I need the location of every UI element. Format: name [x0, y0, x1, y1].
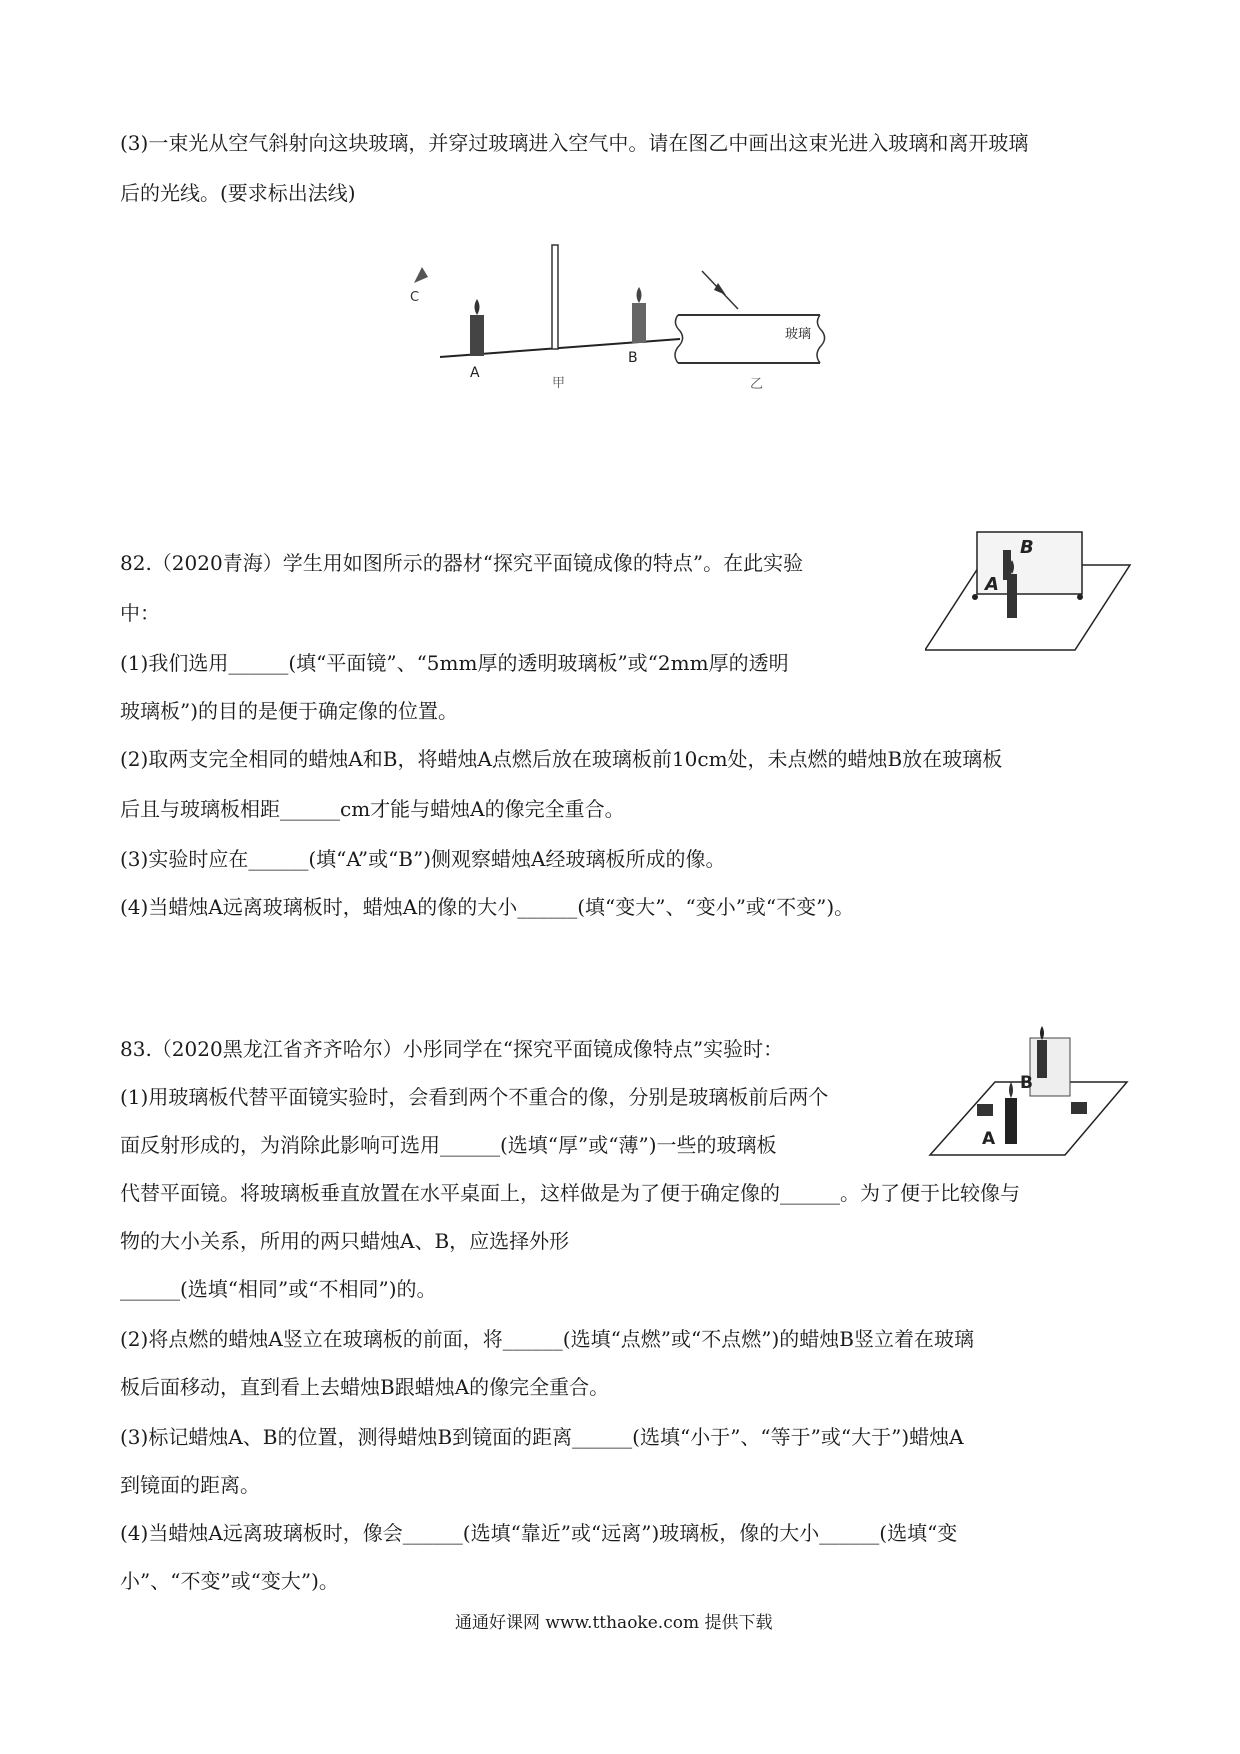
q81-part3-line1: (3)一束光从空气斜射向这块玻璃，并穿过玻璃进入空气中。请在图乙中画出这束光进入玻璃和离开玻璃 — [120, 131, 1029, 155]
support-right — [1077, 594, 1083, 600]
q83-line7: (2)将点燃的蜡烛A竖立在玻璃板的前面，将______(选填“点燃”或“不点燃”)的蜡烛B竖立着在玻璃 — [120, 1327, 974, 1351]
label-b: B — [1020, 1073, 1033, 1093]
q83-line4: 代替平面镜。将玻璃板垂直放置在水平桌面上，这样做是为了便于确定像的______。为了便于比较像与 — [120, 1181, 1020, 1205]
q83-line12: 小”、“不变”或“变大”)。 — [120, 1569, 339, 1593]
candle-a — [470, 315, 484, 356]
figure-q81-candle-and-glass — [400, 235, 860, 400]
q82-line2: 中： — [120, 601, 160, 625]
q83-line5: 物的大小关系，所用的两只蜡烛A、B，应选择外形 — [120, 1229, 570, 1253]
q82-line5: (2)取两支完全相同的蜡烛A和B，将蜡烛A点燃后放在玻璃板前10cm处，未点燃的蜡烛B放在玻璃板 — [120, 747, 1003, 771]
figure-q82-glass-plate — [925, 530, 1135, 655]
q83-line8: 板后面移动，直到看上去蜡烛B跟蜡烛A的像完全重合。 — [120, 1375, 610, 1399]
label-glass: 玻璃 — [785, 327, 812, 342]
flame-b — [637, 287, 642, 303]
q83-line2: (1)用玻璃板代替平面镜实验时，会看到两个不重合的像，分别是玻璃板前后两个 — [120, 1085, 829, 1109]
q83-line9: (3)标记蜡烛A、B的位置，测得蜡烛B到镜面的距离______(选填“小于”、“等于”或“大于”)蜡烛A — [120, 1425, 964, 1449]
q82-line3: (1)我们选用______(填“平面镜”、“5mm厚的透明玻璃板”或“2mm厚的透明 — [120, 651, 789, 675]
q83-line11: (4)当蜡烛A远离玻璃板时，像会______(选填“靠近”或“远离”)玻璃板，像的大小______(选填“变 — [120, 1521, 958, 1545]
q81-part3-line2: 后的光线。(要求标出法线) — [120, 181, 356, 205]
glass-plate — [552, 245, 558, 349]
candle-a — [1007, 574, 1017, 618]
candle-b — [1037, 1040, 1047, 1078]
page-footer: 通通好课网 www.tthaoke.com 提供下载 — [455, 1613, 773, 1633]
label-yi: 乙 — [750, 377, 764, 392]
candle-b — [632, 303, 646, 343]
candle-a — [1005, 1098, 1017, 1144]
label-a: A — [982, 1129, 996, 1149]
q82-line1: 82.（2020青海）学生用如图所示的器材“探究平面镜成像的特点”。在此实验 — [120, 551, 804, 575]
q82-line8: (4)当蜡烛A远离玻璃板时，蜡烛A的像的大小______(填“变大”、“变小”或“不变”)。 — [120, 895, 855, 919]
q82-line7: (3)实验时应在______(填“A”或“B”)侧观察蜡烛A经玻璃板所成的像。 — [120, 847, 726, 871]
label-a: A — [470, 365, 480, 381]
support-left — [972, 594, 978, 600]
q83-line10: 到镜面的距离。 — [120, 1473, 260, 1497]
q83-line1: 83.（2020黑龙江省齐齐哈尔）小彤同学在“探究平面镜成像特点”实验时： — [120, 1037, 784, 1061]
q82-line6: 后且与玻璃板相距______cm才能与蜡烛A的像完全重合。 — [120, 797, 625, 821]
label-b: B — [628, 350, 638, 366]
block-right — [1071, 1102, 1087, 1114]
label-jia: 甲 — [552, 376, 566, 391]
q83-line6: ______(选填“相同”或“不相同”)的。 — [120, 1277, 437, 1301]
figure-q83-glass-plate — [925, 1020, 1130, 1160]
glass-plate — [1030, 1038, 1070, 1096]
label-b: B — [1020, 537, 1034, 558]
q82-line4: 玻璃板”)的目的是便于确定像的位置。 — [120, 699, 459, 723]
label-c: C — [410, 290, 420, 305]
label-a: A — [985, 574, 999, 595]
eye-icon — [414, 267, 428, 283]
block-left — [977, 1104, 993, 1116]
flame-a — [475, 299, 480, 315]
q83-line3: 面反射形成的，为消除此影响可选用______(选填“厚”或“薄”)一些的玻璃板 — [120, 1133, 777, 1157]
